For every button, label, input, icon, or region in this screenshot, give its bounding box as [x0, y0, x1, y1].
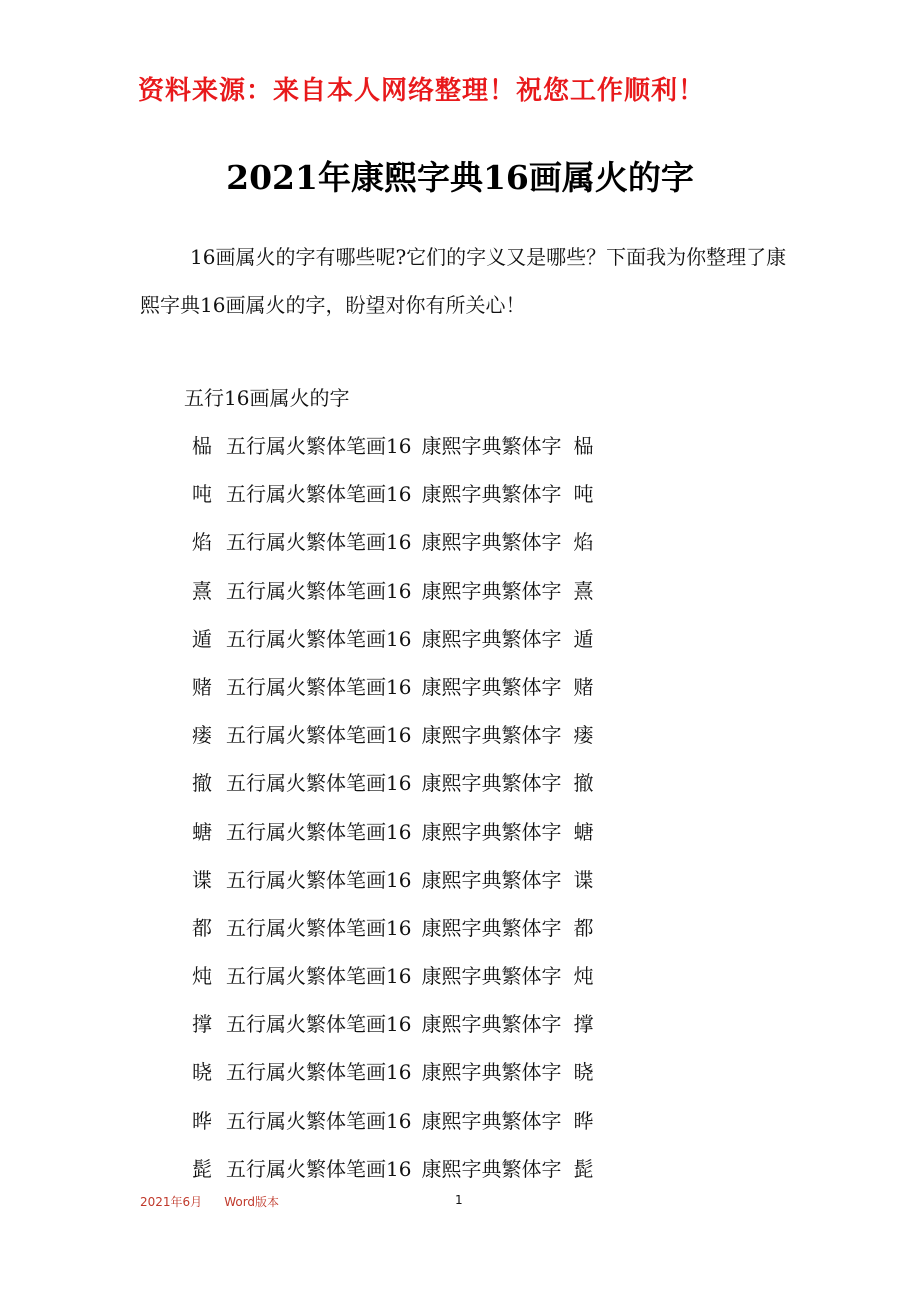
entry-traditional: 晔: [573, 1108, 594, 1133]
entry-traditional: 瘘: [573, 723, 594, 748]
entry-traditional: 髭: [573, 1156, 594, 1181]
entry-character: 晓: [192, 1060, 212, 1085]
list-item: [192, 1000, 593, 1048]
list-item: [192, 711, 593, 759]
entry-character: 谍: [192, 867, 212, 892]
entry-character: 赌: [192, 674, 212, 699]
entry-dict-label: 康熙字典繁体字: [421, 674, 562, 699]
list-item: [192, 422, 593, 470]
entry-character: 遁: [192, 626, 212, 651]
entry-attribute: 五行属火繁体笔画16: [226, 482, 412, 507]
entry-attribute: 五行属火繁体笔画16: [226, 530, 412, 555]
entry-traditional: 熹: [573, 578, 594, 603]
entry-character: 撤: [192, 771, 212, 796]
entry-attribute: 五行属火繁体笔画16: [226, 578, 412, 603]
entry-traditional: 撑: [573, 1012, 594, 1037]
list-item: [192, 808, 593, 856]
list-item: [192, 615, 593, 663]
intro-paragraph: 16画属火的字有哪些呢?它们的字义又是哪些？下面我为你整理了康熙字典16画属火的字，盼望对你有所关心！: [140, 245, 787, 317]
entry-attribute: 五行属火繁体笔画16: [226, 1156, 412, 1181]
entry-traditional: 焰: [573, 530, 594, 555]
entry-dict-label: 康熙字典繁体字: [421, 482, 562, 507]
list-item: [192, 904, 593, 952]
entry-character: 螗: [192, 819, 212, 844]
entry-character: 吨: [192, 482, 212, 507]
entry-traditional: 赌: [573, 674, 594, 699]
entry-attribute: 五行属火繁体笔画16: [226, 434, 412, 458]
entry-attribute: 五行属火繁体笔画16: [226, 1108, 412, 1133]
entry-attribute: 五行属火繁体笔画16: [226, 771, 412, 796]
entry-character: 炖: [192, 964, 212, 989]
list-item: [192, 1097, 593, 1145]
entry-character: 瘘: [192, 723, 212, 748]
entry-attribute: 五行属火繁体笔画16: [226, 964, 412, 989]
entry-attribute: 五行属火繁体笔画16: [226, 723, 412, 748]
entry-attribute: 五行属火繁体笔画16: [226, 674, 412, 699]
entry-traditional: 晓: [573, 1060, 594, 1085]
entry-dict-label: 康熙字典繁体字: [421, 434, 562, 458]
entry-dict-label: 康熙字典繁体字: [421, 1060, 562, 1085]
list-item: [192, 567, 593, 615]
entry-character: 都: [192, 915, 212, 940]
entry-attribute: 五行属火繁体笔画16: [226, 867, 412, 892]
entry-traditional: 谍: [573, 867, 594, 892]
entry-attribute: 五行属火繁体笔画16: [226, 626, 412, 651]
list-item: [192, 518, 593, 566]
list-item: [192, 470, 593, 518]
entry-dict-label: 康熙字典繁体字: [421, 771, 562, 796]
entry-dict-label: 康熙字典繁体字: [421, 1156, 562, 1181]
document-title: 2021年康熙字典16画属火的字: [226, 158, 694, 197]
entry-character: 焰: [192, 530, 212, 555]
entry-dict-label: 康熙字典繁体字: [421, 723, 562, 748]
entry-dict-label: 康熙字典繁体字: [421, 530, 562, 555]
entry-attribute: 五行属火繁体笔画16: [226, 819, 412, 844]
entry-character: 撑: [192, 1012, 212, 1037]
entry-character: 晔: [192, 1108, 212, 1133]
footer-date: 2021年6月: [140, 1195, 203, 1209]
entry-attribute: 五行属火繁体笔画16: [226, 915, 412, 940]
list-item: [192, 856, 593, 904]
entry-dict-label: 康熙字典繁体字: [421, 867, 562, 892]
entry-dict-label: 康熙字典繁体字: [421, 626, 562, 651]
entry-dict-label: 康熙字典繁体字: [421, 819, 562, 844]
character-list: [192, 422, 593, 1193]
entry-character: 熹: [192, 578, 212, 603]
section-heading: 五行16画属火的字: [184, 386, 350, 410]
entry-traditional: 炖: [573, 964, 594, 989]
entry-character: 榀: [192, 434, 212, 458]
entry-traditional: 螗: [573, 819, 594, 844]
source-banner: 资料来源：来自本人网络整理！祝您工作顺利！: [138, 76, 706, 106]
entry-traditional: 撤: [573, 771, 594, 796]
page-number: 1: [455, 1193, 463, 1207]
list-item: [192, 1145, 593, 1193]
entry-dict-label: 康熙字典繁体字: [421, 1012, 562, 1037]
entry-dict-label: 康熙字典繁体字: [421, 578, 562, 603]
entry-dict-label: 康熙字典繁体字: [421, 964, 562, 989]
list-item: [192, 1048, 593, 1096]
entry-attribute: 五行属火繁体笔画16: [226, 1060, 412, 1085]
list-item: [192, 952, 593, 1000]
entry-character: 髭: [192, 1156, 212, 1181]
entry-traditional: 都: [573, 915, 594, 940]
footer-version: Word版本: [224, 1195, 280, 1209]
entry-attribute: 五行属火繁体笔画16: [226, 1012, 412, 1037]
list-item: [192, 759, 593, 807]
entry-traditional: 榀: [573, 434, 594, 458]
list-item: [192, 663, 593, 711]
entry-traditional: 吨: [573, 482, 594, 507]
footer: [140, 1193, 279, 1210]
entry-traditional: 遁: [573, 626, 594, 651]
entry-dict-label: 康熙字典繁体字: [421, 915, 562, 940]
entry-dict-label: 康熙字典繁体字: [421, 1108, 562, 1133]
